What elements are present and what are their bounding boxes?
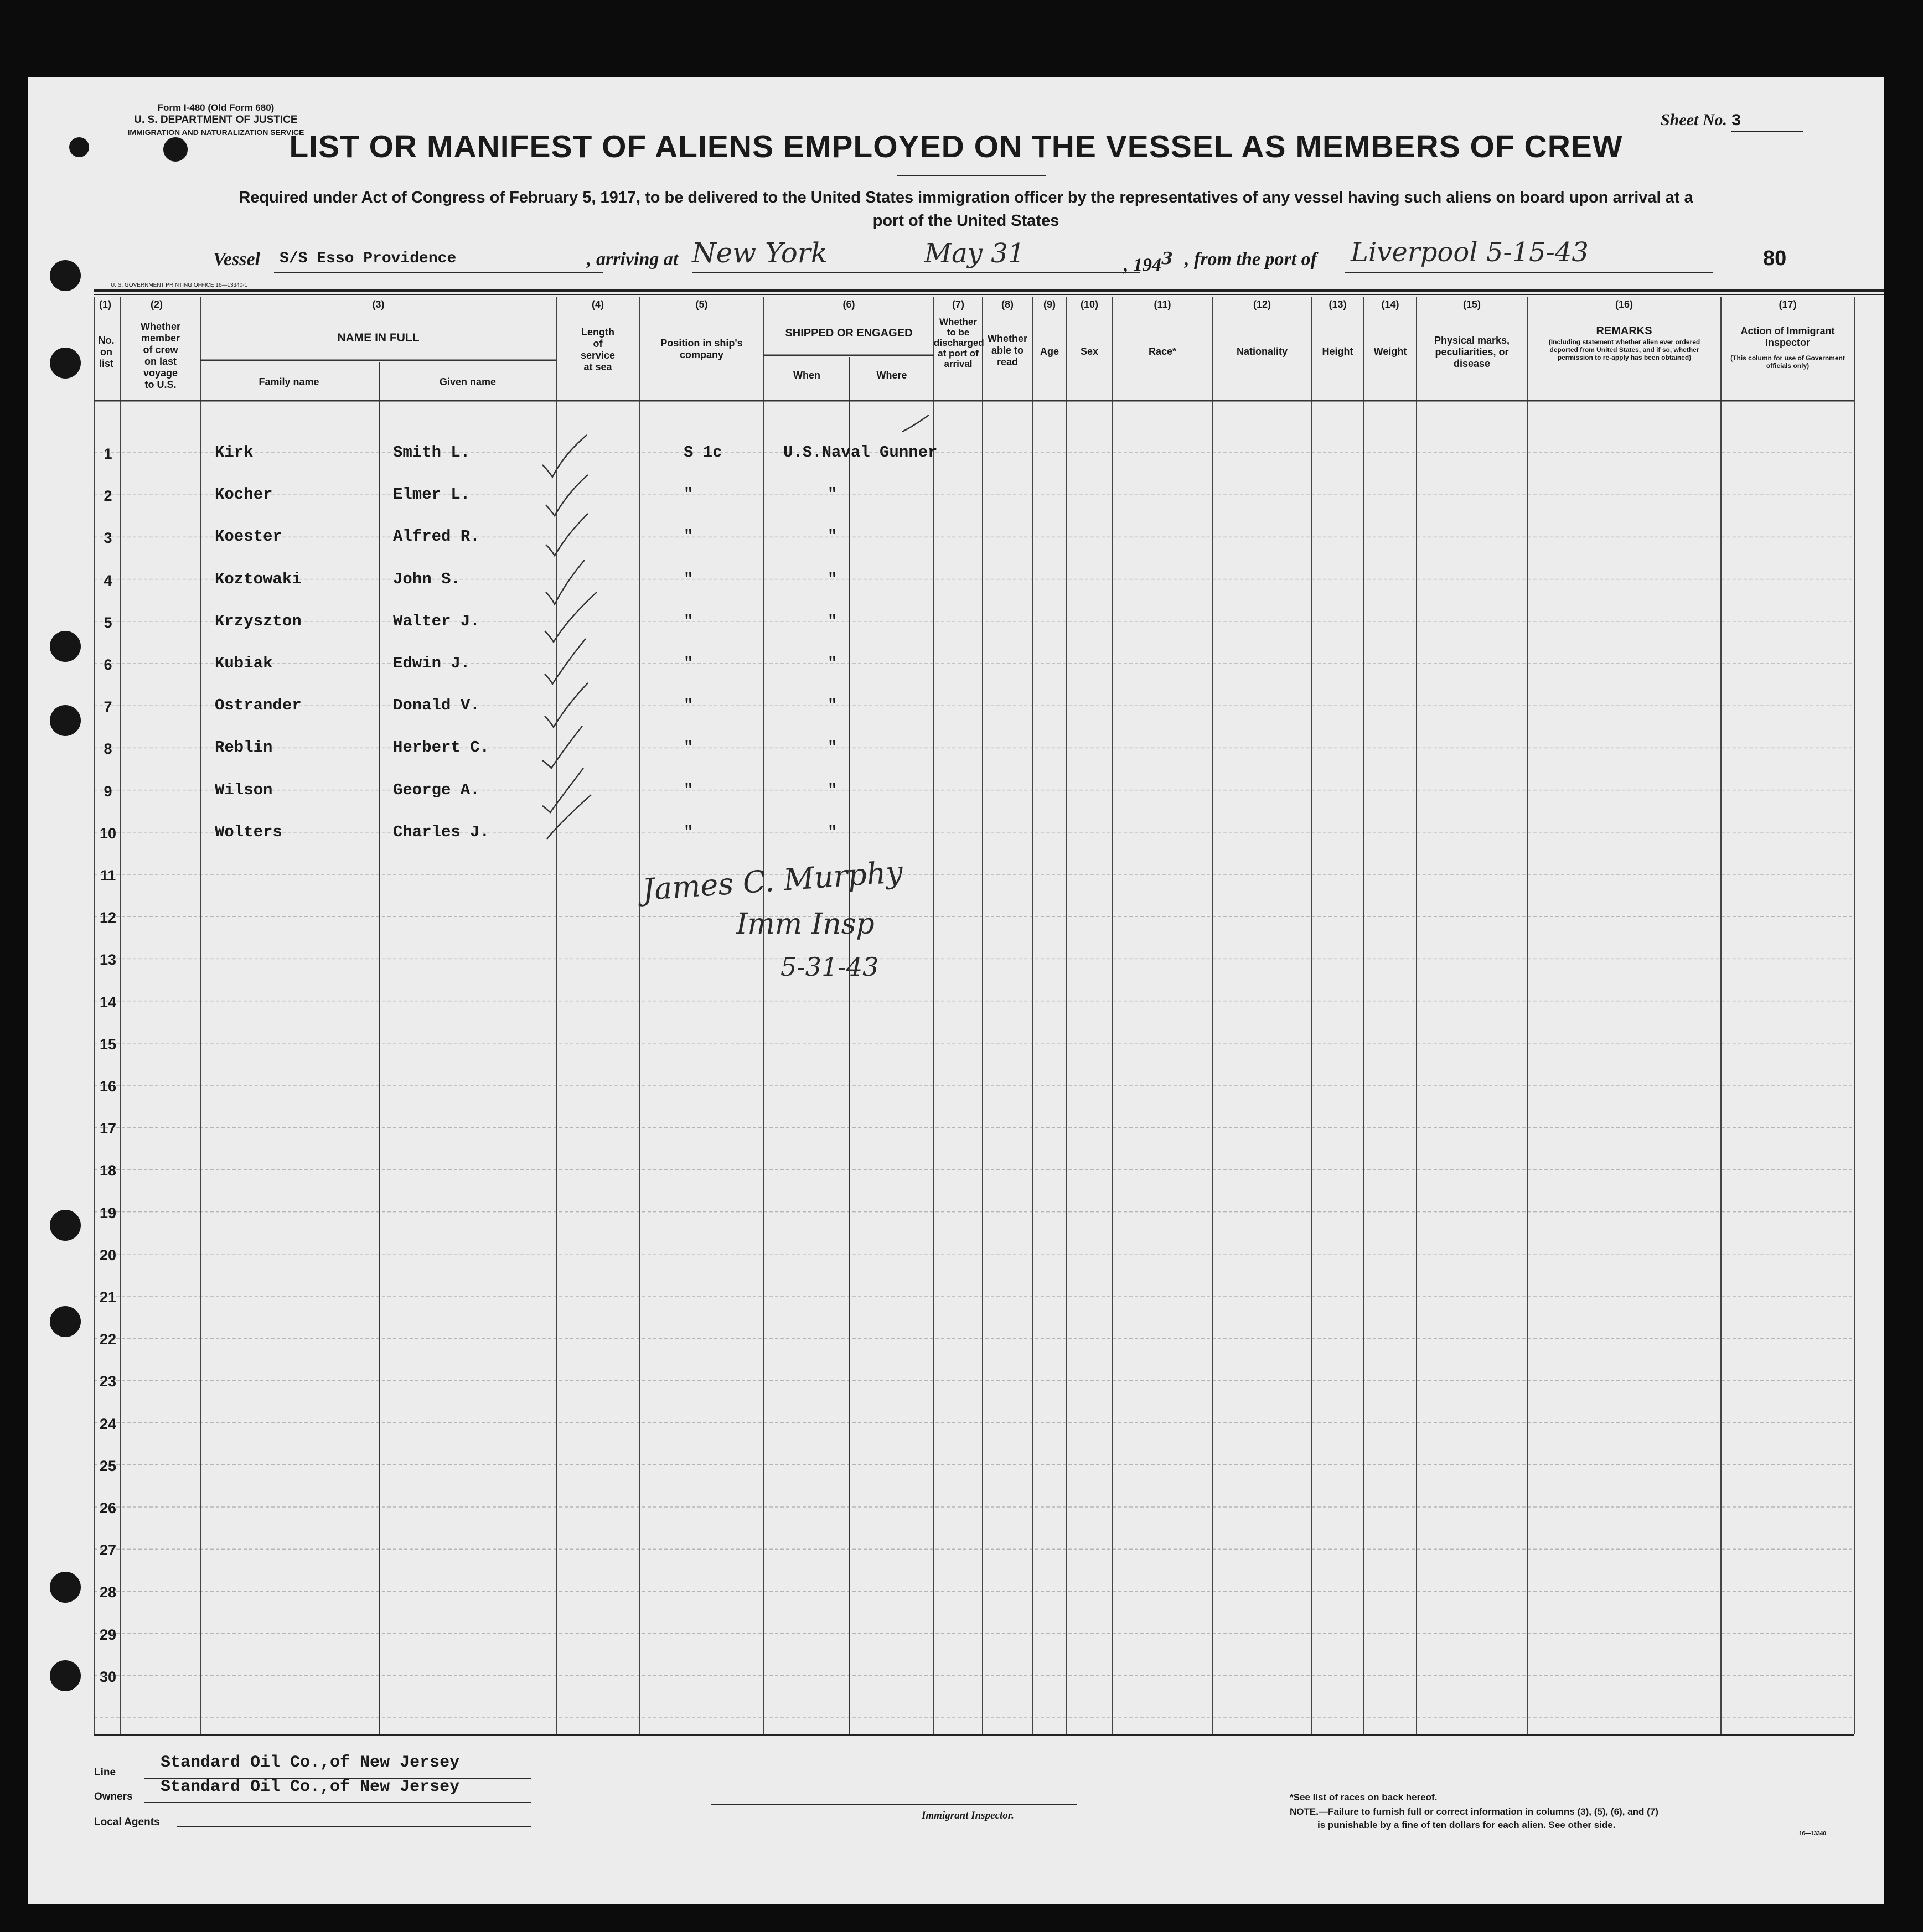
owners-underline [144,1802,531,1803]
table-row [28,1078,1884,1117]
subtitle-line2: port of the United States [872,212,1059,230]
row-number: 22 [99,1331,117,1348]
col10-num: (10) [1080,299,1098,310]
family-name: Krzyszton [215,612,302,630]
col3-label: NAME IN FULL [337,332,420,344]
row-number: 17 [99,1120,117,1137]
table-row [28,1289,1884,1328]
col17-label: Action of Immigrant Inspector [1740,325,1835,348]
col6-label: SHIPPED OR ENGAGED [785,327,913,339]
service: IMMIGRATION AND NATURALIZATION SERVICE [127,128,304,137]
row-number: 3 [104,530,112,547]
position: " [684,780,694,799]
family-name: Koztowaki [215,569,302,588]
given-name: Herbert C. [393,738,490,757]
table-row [28,1584,1884,1623]
table-bottom-rule [94,1734,1854,1736]
table-row [28,780,1884,822]
vessel-label: Vessel [213,249,260,270]
row-number: 12 [99,909,117,926]
row-number: 14 [99,993,117,1011]
row-number: 30 [99,1668,117,1685]
given-name: Edwin J. [393,654,471,672]
table-row [28,443,1884,484]
family-name: Ostrander [215,696,302,715]
position: " [684,485,694,504]
penalty-note-line2: is punishable by a fine of ten dollars for each alien. See other side. [1317,1820,1616,1830]
row-number: 24 [99,1415,117,1432]
table-row [28,656,1884,695]
arriving-label: , arriving at [587,249,679,270]
col17-num: (17) [1779,299,1797,310]
position: " [684,822,694,841]
table-row [28,1416,1884,1454]
line-value: Standard Oil Co.,of New Jersey [161,1753,460,1772]
table-row [28,527,1884,568]
manifest-sheet [28,77,1884,1904]
table-row [28,740,1884,779]
table-row [28,1500,1884,1539]
row-number: 23 [99,1373,117,1390]
table-row [28,1542,1884,1581]
sheet-label: Sheet No. [1661,111,1727,129]
line-label: Line [94,1767,116,1778]
col5-label: Position in ship's company [660,338,743,360]
col3-num: (3) [372,299,385,310]
shipped-engaged: " [828,822,838,841]
position: " [684,612,694,630]
table-row [28,485,1884,526]
table-row [28,1627,1884,1665]
arriving-port: New York [692,237,828,269]
vessel-name: S/S Esso Providence [280,250,457,267]
given-name: George A. [393,780,480,799]
row-number: 4 [104,572,112,589]
shipped-engaged: " [828,485,838,504]
year-prefix: , 194 [1124,255,1161,276]
family-name: Wilson [215,780,273,799]
given-name: Elmer L. [393,485,471,504]
given-name: Smith L. [393,443,471,462]
col13-label: Height [1322,346,1353,357]
from-label: , from the port of [1185,249,1317,270]
row-number: 20 [99,1246,117,1263]
col3-given-label: Given name [439,376,497,387]
row-number: 29 [99,1626,117,1643]
table-row [28,698,1884,737]
col1-label: No. on list [98,335,115,369]
inspection-date: 5-31-43 [780,952,879,982]
table-row [28,1162,1884,1201]
col2-num: (2) [151,299,163,310]
shipped-engaged: " [828,527,838,546]
agents-underline [177,1826,531,1827]
position: " [684,527,694,546]
col1-num: (1) [99,299,111,310]
row-number: 1 [104,446,112,462]
agents-label: Local Agents [94,1816,160,1828]
row-number: 5 [104,614,112,631]
col15-label: Physical marks, peculiarities, or disease [1434,335,1510,369]
row-number: 8 [104,740,112,758]
printing-office: U. S. GOVERNMENT PRINTING OFFICE 16—13340-1 [111,282,248,288]
col16-sublabel: (Including statement whether alien ever ordered deported from United States, and if so, whether permission to re-apply has been obtained) [1548,338,1700,361]
position: " [684,696,694,715]
table-row [28,1036,1884,1075]
col15-num: (15) [1462,299,1481,310]
table-row [28,1120,1884,1159]
page-count: 80 [1763,247,1787,270]
col14-label: Weight [1373,346,1407,357]
row-number: 21 [99,1289,117,1306]
from-port: Liverpool 5-15-43 [1351,237,1589,268]
table-row [28,614,1884,653]
inspector-signature: James C. Murphy [641,854,904,908]
col9-num: (9) [1043,299,1056,310]
row-number: 7 [104,698,112,716]
family-name: Kubiak [215,654,273,672]
col9-label: Age [1040,346,1059,357]
row-number: 25 [99,1457,117,1474]
given-name: Charles J. [393,822,490,841]
inspector-title: Imm Insp [736,908,875,941]
col12-label: Nationality [1236,346,1288,357]
col6-where-label: Where [876,370,907,381]
position: " [684,738,694,757]
shipped-engaged: " [828,569,838,588]
table-row [28,951,1884,990]
owners-label: Owners [94,1791,133,1802]
subtitle-line1: Required under Act of Congress of February 5, 1917, to be delivered to the United States immigration officer by the representatives of any vessel having such aliens on board upon arrival at a [239,189,1693,206]
table-row [28,1247,1884,1286]
col8-label: Whether able to read [988,333,1027,367]
form-number: Form I-480 (Old Form 680) [157,102,275,113]
row-number: 10 [99,825,117,842]
position: S 1c [684,443,722,462]
table-row [28,822,1884,864]
col6-when-label: When [793,370,820,381]
inspector-line [711,1804,1077,1805]
row-number: 15 [99,1035,117,1053]
col7-num: (7) [952,299,964,310]
shipped-engaged: " [828,738,838,757]
row-number: 16 [99,1078,117,1095]
given-name: Walter J. [393,612,480,630]
position: " [684,654,694,672]
row-number: 6 [104,656,112,673]
arrival-date: May 31 [924,238,1025,269]
row-number: 28 [99,1584,117,1601]
col7-label: Whether to be discharged at port of arrival [934,317,984,369]
col4-num: (4) [592,299,604,310]
row-number: 27 [99,1542,117,1559]
family-name: Koester [215,527,282,546]
col6-num: (6) [842,299,855,310]
row-number: 13 [99,951,117,968]
family-name: Wolters [215,822,282,841]
given-name: John S. [393,569,461,588]
col4-label: Length of service at sea [580,327,616,372]
penalty-note-line1: NOTE.—Failure to furnish full or correct information in columns (3), (5), (6), and (7) [1290,1806,1658,1817]
shipped-engaged: " [828,696,838,715]
given-name: Donald V. [393,696,480,715]
row-number: 2 [104,488,112,505]
print-code: 16—13340 [1799,1831,1826,1837]
family-name: Kirk [215,443,254,462]
page-title: LIST OR MANIFEST OF ALIENS EMPLOYED ON THE VESSEL AS MEMBERS OF CREW [289,129,1623,164]
col8-num: (8) [1001,299,1014,310]
family-name: Kocher [215,485,273,504]
department: U. S. DEPARTMENT OF JUSTICE [134,114,298,126]
col5-num: (5) [695,299,708,310]
table-row [28,1331,1884,1370]
sheet-value: 3 [1731,112,1803,132]
family-name: Reblin [215,738,273,757]
row-number: 19 [99,1204,117,1221]
table-row [28,1458,1884,1496]
table-row [28,1205,1884,1244]
col17-sublabel: (This column for use of Government officials only) [1730,354,1845,370]
table-row [28,1373,1884,1412]
shipped-engaged: " [828,654,838,672]
table-row [28,867,1884,906]
col14-num: (14) [1381,299,1399,310]
col16-num: (16) [1615,299,1633,310]
col16-label: REMARKS [1596,325,1652,337]
col11-label: Race* [1148,346,1177,357]
col2-label: Whether member of crew on last voyage to U.S. [141,321,180,390]
given-name: Alfred R. [393,527,480,546]
position: " [684,569,694,588]
row-number: 9 [104,783,112,800]
shipped-engaged: U.S.Naval Gunner [783,443,938,462]
inspector-label: Immigrant Inspector. [922,1810,1014,1821]
row-number: 11 [100,867,116,884]
row-number: 18 [99,1162,117,1179]
col11-num: (11) [1154,299,1171,310]
shipped-engaged: " [828,612,838,630]
shipped-engaged: " [828,780,838,799]
table-row [28,569,1884,611]
table-row [28,909,1884,948]
year-suffix: 3 [1161,249,1173,268]
col3-family-label: Family name [259,376,319,387]
owners-value: Standard Oil Co.,of New Jersey [161,1778,460,1796]
col13-num: (13) [1328,299,1347,310]
col12-num: (12) [1253,299,1271,310]
table-row [28,994,1884,1033]
col10-label: Sex [1080,346,1099,357]
table-row [28,1669,1884,1707]
row-number: 26 [99,1500,117,1516]
race-note: *See list of races on back hereof. [1290,1792,1438,1802]
